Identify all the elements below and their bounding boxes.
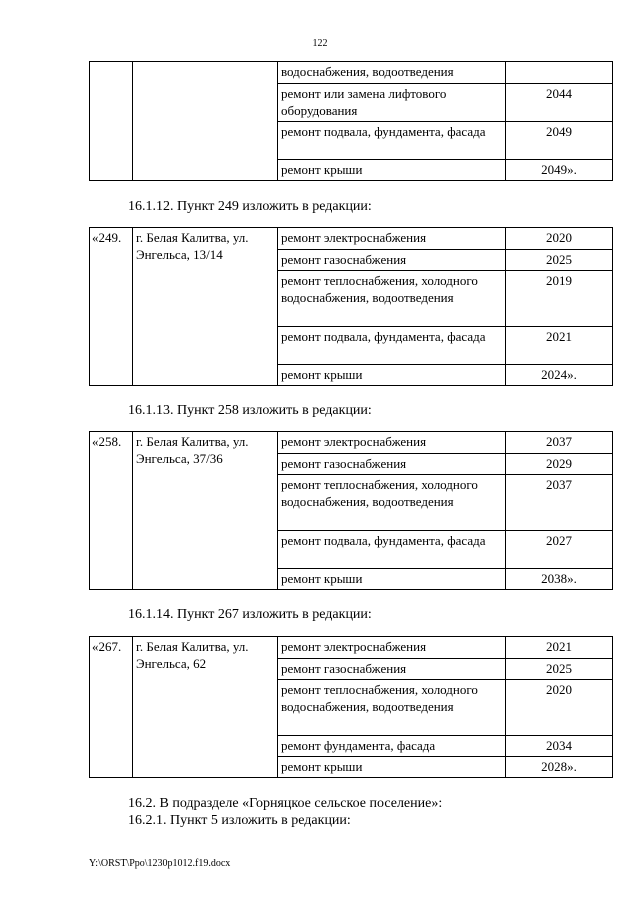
work-cell: ремонт электроснабжения <box>278 228 506 250</box>
item-number: «258. <box>90 432 133 590</box>
address-cell <box>133 62 278 181</box>
section-heading: 16.1.13. Пункт 258 изложить в редакции: <box>128 403 372 418</box>
item-address: г. Белая Калитва, ул. Энгельса, 37/36 <box>133 432 278 590</box>
year-cell: 2024». <box>506 365 613 386</box>
section-heading: 16.1.14. Пункт 267 изложить в редакции: <box>128 607 372 622</box>
work-cell: ремонт подвала, фундамента, фасада <box>278 531 506 569</box>
year-cell: 2034 <box>506 736 613 757</box>
work-cell: ремонт газоснабжения <box>278 250 506 271</box>
work-cell: ремонт крыши <box>278 160 506 181</box>
year-cell: 2038». <box>506 569 613 590</box>
page-number: 122 <box>312 38 328 49</box>
footer-file-path: Y:\ORST\Ppo\1230p1012.f19.docx <box>89 858 231 869</box>
item-number: «249. <box>90 228 133 386</box>
item-table <box>89 636 613 778</box>
year-cell: 2021 <box>506 327 613 365</box>
number-cell <box>90 62 133 181</box>
work-cell: ремонт теплоснабжения, холодного водоснабжения, водоотведения <box>278 475 506 531</box>
work-cell: ремонт подвала, фундамента, фасада <box>278 122 506 160</box>
continuation-table <box>89 61 613 181</box>
work-cell: ремонт электроснабжения <box>278 432 506 454</box>
year-cell: 2037 <box>506 432 613 454</box>
year-cell: 2029 <box>506 454 613 475</box>
subsection-paragraph: 16.2. В подразделе «Горняцкое сельское поселение»: <box>128 796 443 811</box>
work-cell: ремонт крыши <box>278 757 506 778</box>
year-cell: 2020 <box>506 228 613 250</box>
year-cell: 2019 <box>506 271 613 327</box>
item-number: «267. <box>90 637 133 778</box>
table-row <box>90 637 613 659</box>
subsection-paragraph: 16.2.1. Пункт 5 изложить в редакции: <box>128 813 351 828</box>
year-cell: 2021 <box>506 637 613 659</box>
year-cell: 2025 <box>506 250 613 271</box>
table-row <box>90 62 613 84</box>
work-cell: ремонт газоснабжения <box>278 454 506 475</box>
work-cell: ремонт фундамента, фасада <box>278 736 506 757</box>
work-cell: водоснабжения, водоотведения <box>278 62 506 84</box>
year-cell: 2020 <box>506 680 613 736</box>
item-address: г. Белая Калитва, ул. Энгельса, 62 <box>133 637 278 778</box>
work-cell: ремонт крыши <box>278 365 506 386</box>
work-cell: ремонт или замена лифтового оборудования <box>278 84 506 122</box>
table-row <box>90 432 613 454</box>
work-cell: ремонт теплоснабжения, холодного водоснабжения, водоотведения <box>278 271 506 327</box>
item-table <box>89 431 613 590</box>
work-cell: ремонт электроснабжения <box>278 637 506 659</box>
year-cell: 2049». <box>506 160 613 181</box>
section-heading: 16.1.12. Пункт 249 изложить в редакции: <box>128 199 372 214</box>
work-cell: ремонт крыши <box>278 569 506 590</box>
work-cell: ремонт газоснабжения <box>278 659 506 680</box>
item-table <box>89 227 613 386</box>
year-cell: 2028». <box>506 757 613 778</box>
year-cell: 2037 <box>506 475 613 531</box>
work-cell: ремонт подвала, фундамента, фасада <box>278 327 506 365</box>
year-cell: 2025 <box>506 659 613 680</box>
year-cell: 2044 <box>506 84 613 122</box>
item-address: г. Белая Калитва, ул. Энгельса, 13/14 <box>133 228 278 386</box>
year-cell <box>506 62 613 84</box>
table-row <box>90 228 613 250</box>
work-cell: ремонт теплоснабжения, холодного водоснабжения, водоотведения <box>278 680 506 736</box>
year-cell: 2027 <box>506 531 613 569</box>
year-cell: 2049 <box>506 122 613 160</box>
